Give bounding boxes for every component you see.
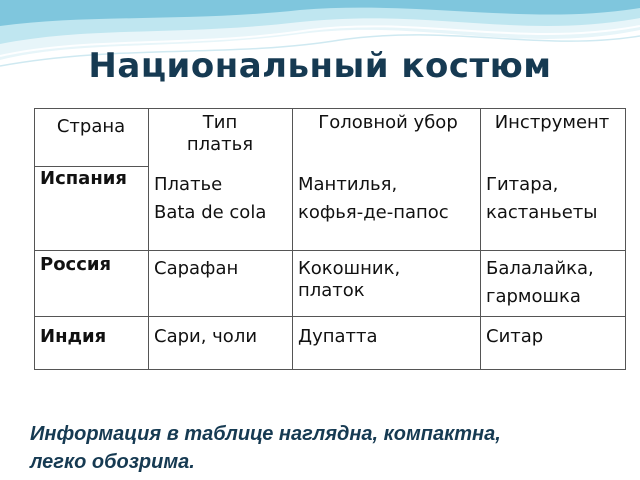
note-line: Информация в таблице наглядна, компактна, xyxy=(30,423,501,445)
cell-line: Сарафан xyxy=(154,258,239,279)
summary-note xyxy=(30,420,630,476)
cell-line: Дупатта xyxy=(298,326,378,347)
cell-russia-dress xyxy=(154,258,288,280)
cell-line: Платье xyxy=(154,174,223,195)
cell-spain-dress xyxy=(154,174,288,224)
cell-line: Гитара, xyxy=(486,174,559,195)
header-country: Страна xyxy=(56,116,126,137)
cell-line: Bata de cola xyxy=(154,202,267,223)
row-label-spain: Испания xyxy=(40,168,127,189)
cell-spain-headwear xyxy=(298,174,476,224)
header-headwear: Головной убор xyxy=(318,112,458,133)
cell-line: Сари, чоли xyxy=(154,326,258,347)
header-instrument: Инструмент xyxy=(494,112,610,133)
cell-india-instrument xyxy=(486,326,622,348)
costume-table-grid xyxy=(34,108,626,370)
cell-india-headwear xyxy=(298,326,476,348)
cell-india-dress xyxy=(154,326,288,348)
page-title: Национальный костюм xyxy=(88,46,552,86)
cell-line: кастаньеты xyxy=(486,202,598,223)
note-line: легко обозримa. xyxy=(30,451,195,473)
cell-spain-instrument xyxy=(486,174,606,224)
cell-russia-headwear xyxy=(298,258,476,302)
cell-russia-instrument xyxy=(486,258,622,308)
cell-line: Кокошник, xyxy=(298,258,401,279)
cell-line: кофья-де-папос xyxy=(298,202,449,223)
cell-line: Ситар xyxy=(486,326,544,347)
row-label-russia: Россия xyxy=(40,254,112,275)
row-label-india: Индия xyxy=(40,326,107,347)
header-dress-type: Тип платья xyxy=(186,112,254,155)
cell-line: гармошка xyxy=(486,286,581,307)
cell-line: Балалайка, xyxy=(486,258,594,279)
cell-line: платок xyxy=(298,280,365,301)
cell-line: Мантилья, xyxy=(298,174,398,195)
